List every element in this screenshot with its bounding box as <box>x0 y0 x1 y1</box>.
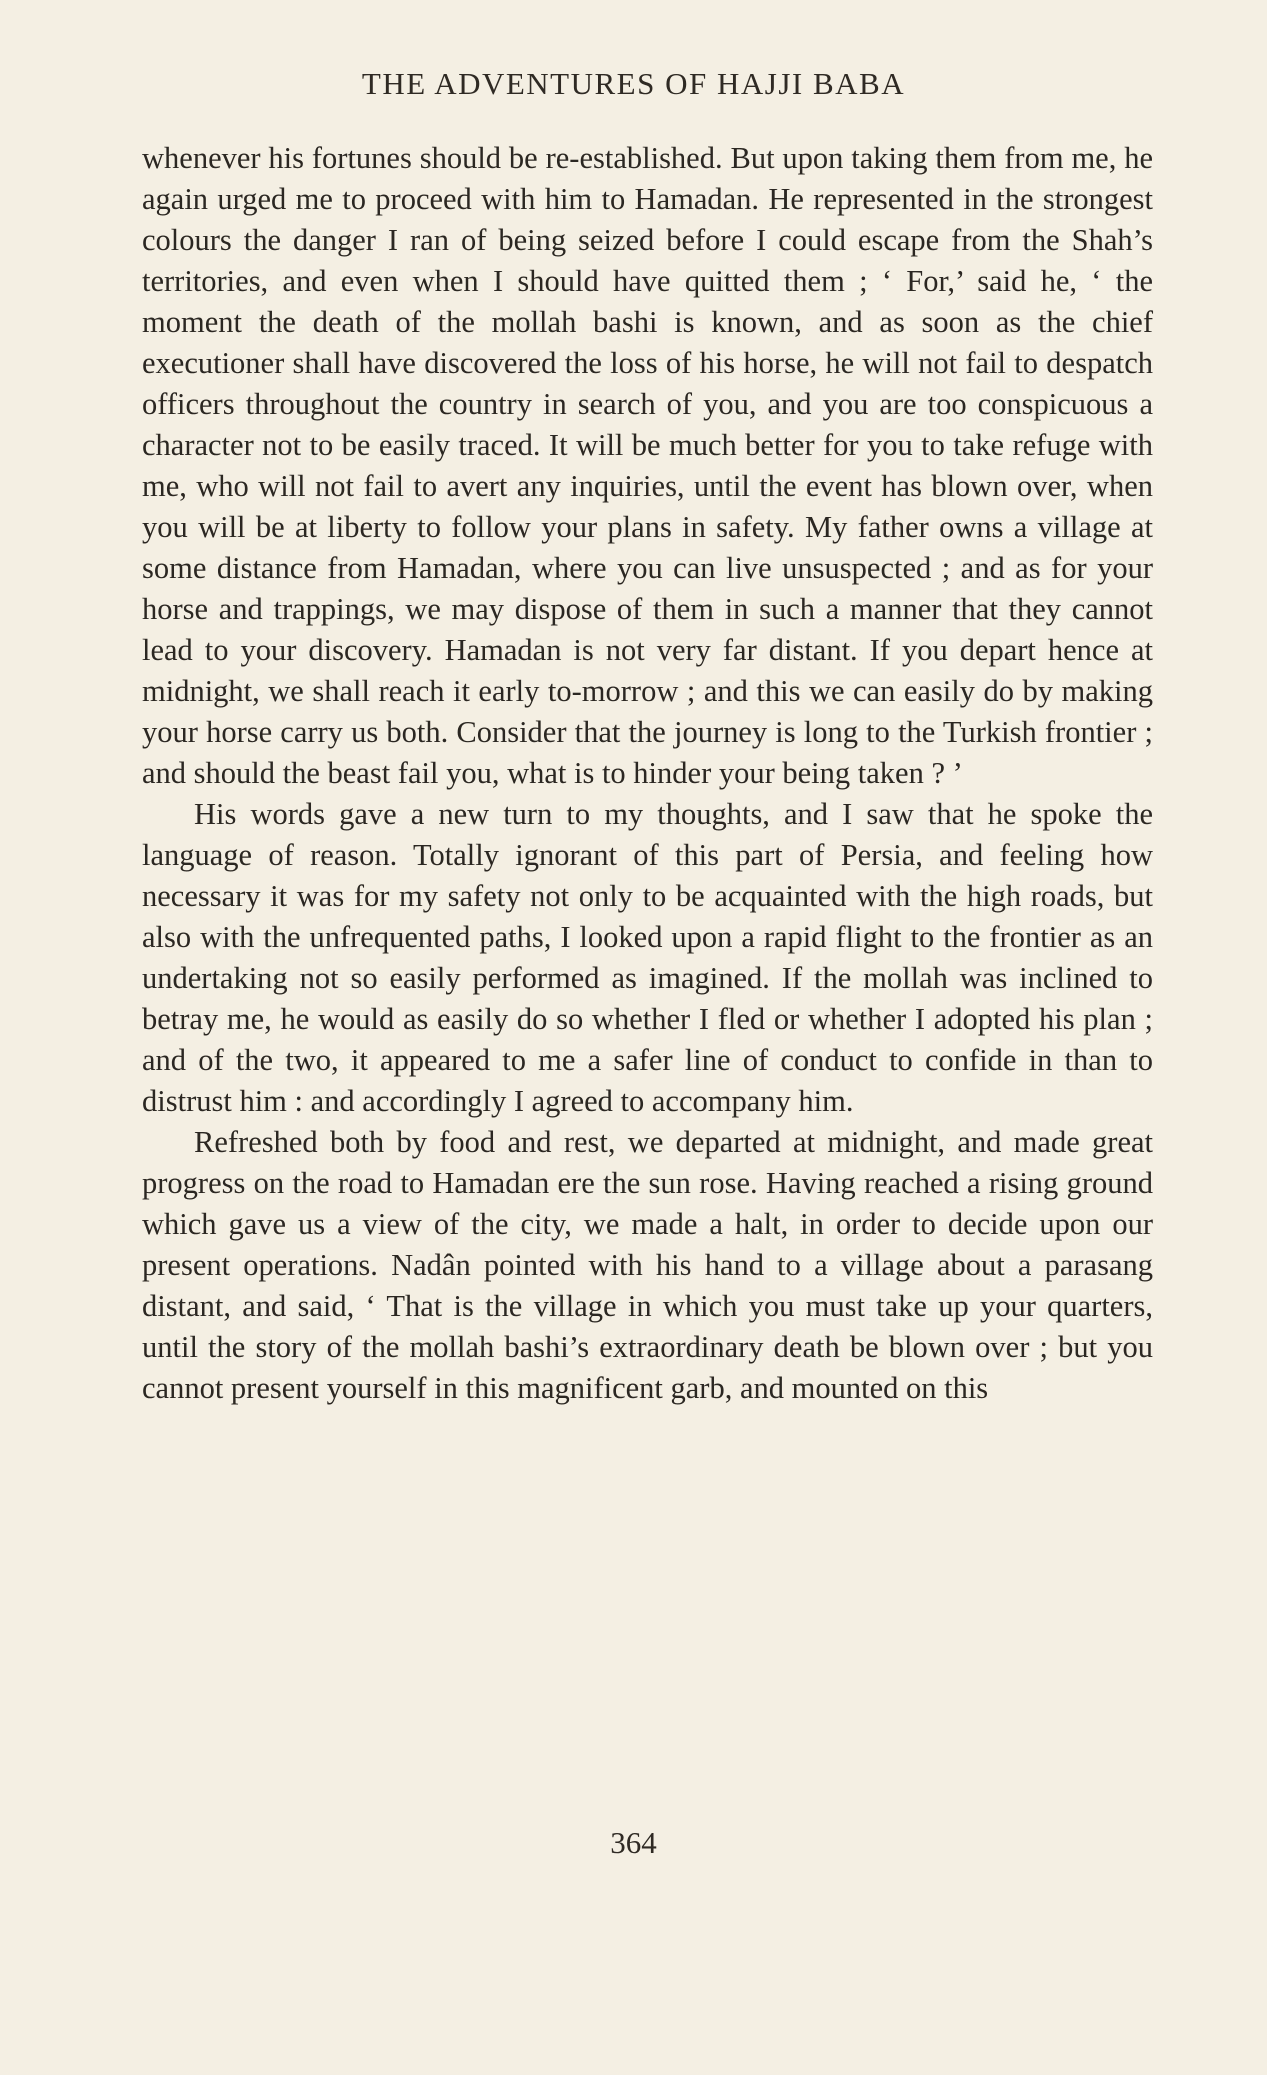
body-text <box>142 138 1153 1409</box>
paragraph-2: His words gave a new turn to my thoughts, and I saw that he spoke the language of reason. Totally ignorant of this part of Persia, and feeling how necessary it was for my safety not only to be acquainted with the high roads, but also with the unfrequented paths, I looked upon a rapid flight to the frontier as an undertaking not so easily performed as imagined. If the mollah was inclined to betray me, he would as easily do so whether I fled or whether I adopted his plan ; and of the two, it appeared to me a safer line of conduct to confide in than to distrust him : and accordingly I agreed to accompany him. <box>142 797 1153 1118</box>
paragraph-3: Refreshed both by food and rest, we departed at midnight, and made great progress on the road to Hamadan ere the sun rose. Having reached a rising ground which gave us a view of the city, we made a halt, in order to decide upon our present operations. Nadân pointed with his hand to a village about a parasang distant, and said, ‘ That is the village in which you must take up your quarters, until the story of the mollah bashi’s extraordinary death be blown over ; but you cannot present yourself in this magnificent garb, and mounted on this <box>142 1125 1153 1405</box>
running-head-title: THE ADVENTURES OF HAJJI BABA <box>361 66 906 101</box>
page-number: 364 <box>610 1825 657 1860</box>
paragraph-1: whenever his fortunes should be re-established. But upon taking them from me, he again urged me to proceed with him to Hamadan. He represented in the strongest colours the danger I ran of being seized before I could escape from the Shah’s territories, and even when I should have quitted them ; ‘ For,’ said he, ‘ the moment the death of the mollah bashi is known, and as soon as the chief executioner shall have discovered the loss of his horse, he will not fail to despatch officers throughout the country in search of you, and you are too conspicuous a character not to be easily traced. It will be much better for you to take refuge with me, who will not fail to avert any inquiries, until the event has blown over, when you will be at liberty to follow your plans in safety. My father owns a village at some distance from Hamadan, where you can live unsuspected ; and as for your horse and trappings, we may dispose of them in such a manner that they cannot lead to your discovery. Hamadan is not very far distant. If you depart hence at midnight, we shall reach it early to-morrow ; and this we can easily do by making your horse carry us both. Consider that the journey is long to the Turkish frontier ; and should the beast fail you, what is to hinder your being taken ? ’ <box>142 141 1153 790</box>
